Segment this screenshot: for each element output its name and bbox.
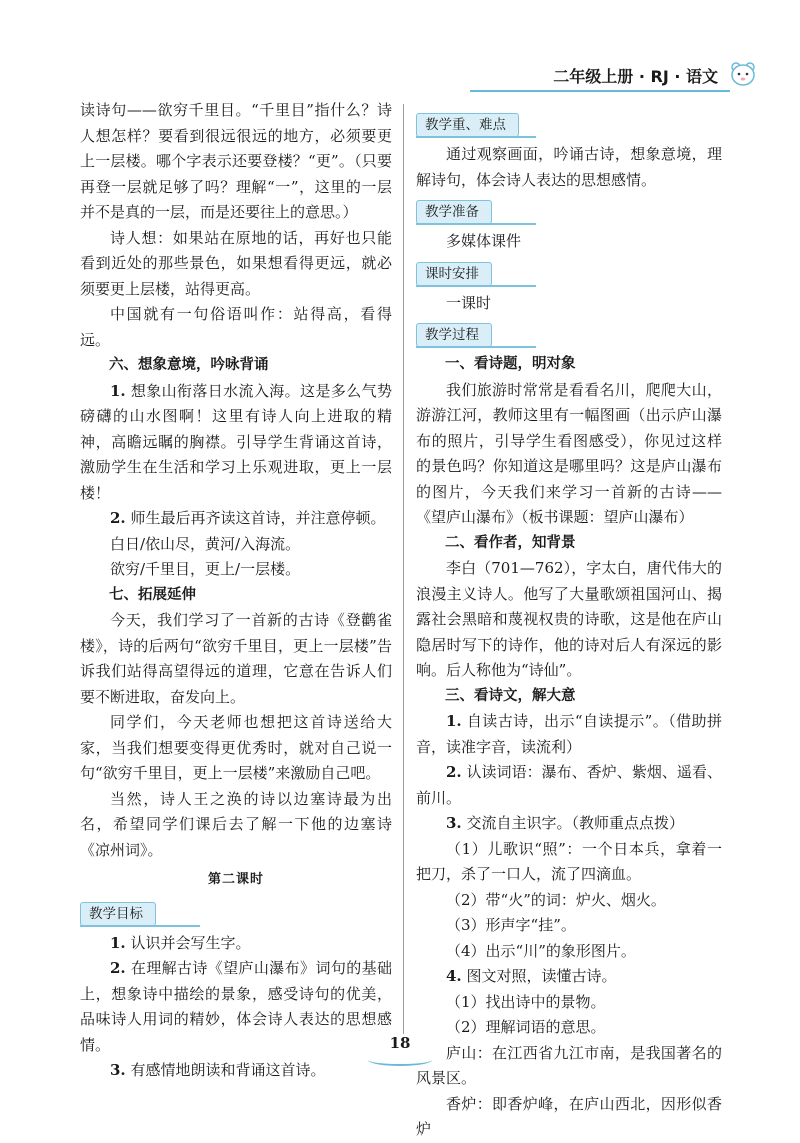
item-text: 想象山衔落日水流入海。这是多么气势磅礴的山水图啊！这里有诗人向上进取的精神，高瞻远瞩的胸襟。引导学生背诵这首诗，激励学生在生活和学习上乐观进取，更上一层楼！ xyxy=(80,381,392,502)
section-tag xyxy=(80,899,392,929)
paragraph: 诗人想：如果站在原地的话，再好也只能看到近处的那些景色，如果想看得更远，就必须要更上层楼，站得更高。 xyxy=(80,228,392,298)
paragraph: 今天，我们学习了一首新的古诗《登鹳雀楼》，诗的后两句“欲穷千里目，更上一层楼”告诉我们站得高望得远的道理，它意在告诉人们要不断进取，奋发向上。 xyxy=(80,611,392,706)
section-heading: 七、拓展延伸 xyxy=(109,586,196,603)
page-number-decoration xyxy=(368,1054,432,1066)
book-title: 二年级上册 · RJ · 语文 xyxy=(553,67,718,86)
bear-mascot-icon xyxy=(728,58,758,88)
sub-item: （2）理解词语的意思。 xyxy=(446,1018,606,1036)
sub-item: （3）形声字“挂”。 xyxy=(446,916,576,934)
section-heading: 二、看作者，知背景 xyxy=(445,534,576,551)
poem-line: 欲穷/千里目，更上/一层楼。 xyxy=(110,560,301,578)
item-text: 认读词语：瀑布、香炉、紫烟、遥看、前川。 xyxy=(416,763,722,807)
tag-label: 教学目标 xyxy=(80,902,156,926)
paragraph: 通过观察画面，吟诵古诗，想象意境，理解诗句，体会诗人表达的思想感情。 xyxy=(416,145,722,189)
list-item xyxy=(416,760,722,811)
lesson-title: 第二课时 xyxy=(207,872,264,887)
list-item xyxy=(80,506,392,532)
item-number: 3. xyxy=(110,1061,126,1079)
paragraph: 当然，诗人王之涣的诗以边塞诗最为出名，希望同学们课后去了解一下他的边塞诗《凉州词》。 xyxy=(80,789,392,859)
tag-label: 教学重、难点 xyxy=(416,113,519,137)
sub-item: （1）找出诗中的景物。 xyxy=(446,992,606,1011)
paragraph: 同学们，今天老师也想把这首诗送给大家，当我们想要变得更优秀时，就对自己说一句“欲穷千里目，更上一层楼”来激励自己吧。 xyxy=(80,713,392,782)
item-text: 交流自主识字。（教师重点点拨） xyxy=(466,814,684,832)
column-divider xyxy=(403,104,404,1034)
poem-line: 白日/依山尽，黄河/入海流。 xyxy=(110,534,301,553)
paragraph: 香炉：即香炉峰，在庐山西北，因形似香炉 xyxy=(416,1094,722,1138)
left-column xyxy=(80,98,392,1084)
item-text: 在理解古诗《望庐山瀑布》词句的基础上，想象诗中描绘的景象，感受诗句的优美，品味诗人用词的精妙，体会诗人表达的思想感情。 xyxy=(80,959,392,1054)
list-item xyxy=(416,964,722,990)
section-heading: 三、看诗文，解大意 xyxy=(445,687,576,704)
item-text: 认识并会写生字。 xyxy=(130,933,251,952)
paragraph: 中国就有一句俗语叫作：站得高，看得远。 xyxy=(80,305,392,349)
tag-label: 课时安排 xyxy=(416,262,492,286)
section-heading: 六、想象意境，吟咏背诵 xyxy=(109,357,269,373)
tag-rule xyxy=(416,223,536,225)
paragraph: 我们旅游时常常是看看名川，爬爬大山，游游江河，教师这里有一幅图画（出示庐山瀑布的照片，引导学生看图感受），你见过这样的景色吗？你知道这是哪里吗？这是庐山瀑布的图片，今天我们来学习一首新的古诗——《望庐山瀑布》（板书课题：望庐山瀑布） xyxy=(416,380,722,526)
tag-label: 教学准备 xyxy=(416,200,492,224)
page-header xyxy=(470,62,760,92)
list-item xyxy=(416,811,722,837)
item-number: 1. xyxy=(446,712,462,730)
item-text: 图文对照，读懂古诗。 xyxy=(466,967,617,985)
tag-rule xyxy=(416,136,536,138)
item-text: 师生最后再齐读这首诗，并注意停顿。 xyxy=(130,509,386,527)
list-item xyxy=(80,1058,392,1084)
item-number: 1. xyxy=(110,933,126,952)
list-item xyxy=(416,709,722,760)
paragraph: 庐山：在江西省九江市南，是我国著名的风景区。 xyxy=(416,1043,722,1087)
header-rule xyxy=(470,90,730,92)
sub-item: （1）儿歌识“照”：一个日本兵，拿着一把刀，杀了一口人，流了四滴血。 xyxy=(416,839,722,883)
item-number: 4. xyxy=(446,967,462,985)
tag-rule xyxy=(80,925,200,927)
item-number: 2. xyxy=(110,959,126,977)
list-item xyxy=(80,956,392,1058)
list-item xyxy=(80,931,392,957)
tag-rule xyxy=(416,285,536,287)
list-item xyxy=(80,379,392,507)
section-tag xyxy=(416,259,722,289)
item-number: 2. xyxy=(110,509,126,527)
page-number: 18 xyxy=(389,1034,411,1052)
paragraph: 一课时 xyxy=(446,293,492,312)
section-tag xyxy=(416,197,722,227)
paragraph: 多媒体课件 xyxy=(446,232,522,250)
section-tag xyxy=(416,320,722,350)
item-text: 有感情地朗读和背诵这首诗。 xyxy=(130,1061,326,1079)
paragraph: 李白（701—762），字太白，唐代伟大的浪漫主义诗人。他写了大量歌颂祖国河山、揭露社会黑暗和蔑视权贵的诗歌，这是他在庐山隐居时写下的诗作，他的诗对后人有深远的影响。后人称他为“诗仙”。 xyxy=(416,559,722,679)
item-number: 3. xyxy=(446,814,462,832)
paragraph: 读诗句——欲穷千里目。“千里目”指什么？诗人想怎样？要看到很远很远的地方，必须要更上一层楼。哪个字表示还要登楼？“更”。（只要再登一层就足够了吗？理解“一”，这里的一层并不是真的一层，而是还要往上的意思。） xyxy=(80,101,392,221)
sub-item: （4）出示“川”的象形图片。 xyxy=(446,941,636,960)
item-number: 2. xyxy=(446,763,462,781)
section-tag xyxy=(416,110,722,140)
sub-item: （2）带“火”的词：炉火、烟火。 xyxy=(446,890,666,909)
item-number: 1. xyxy=(110,381,126,400)
tag-label: 教学过程 xyxy=(416,323,492,347)
section-heading: 一、看诗题，明对象 xyxy=(445,356,576,372)
right-column xyxy=(416,98,722,1143)
item-text: 自读古诗，出示“自读提示”。（借助拼音，读准字音，读流利） xyxy=(416,712,722,756)
tag-rule xyxy=(416,346,536,348)
